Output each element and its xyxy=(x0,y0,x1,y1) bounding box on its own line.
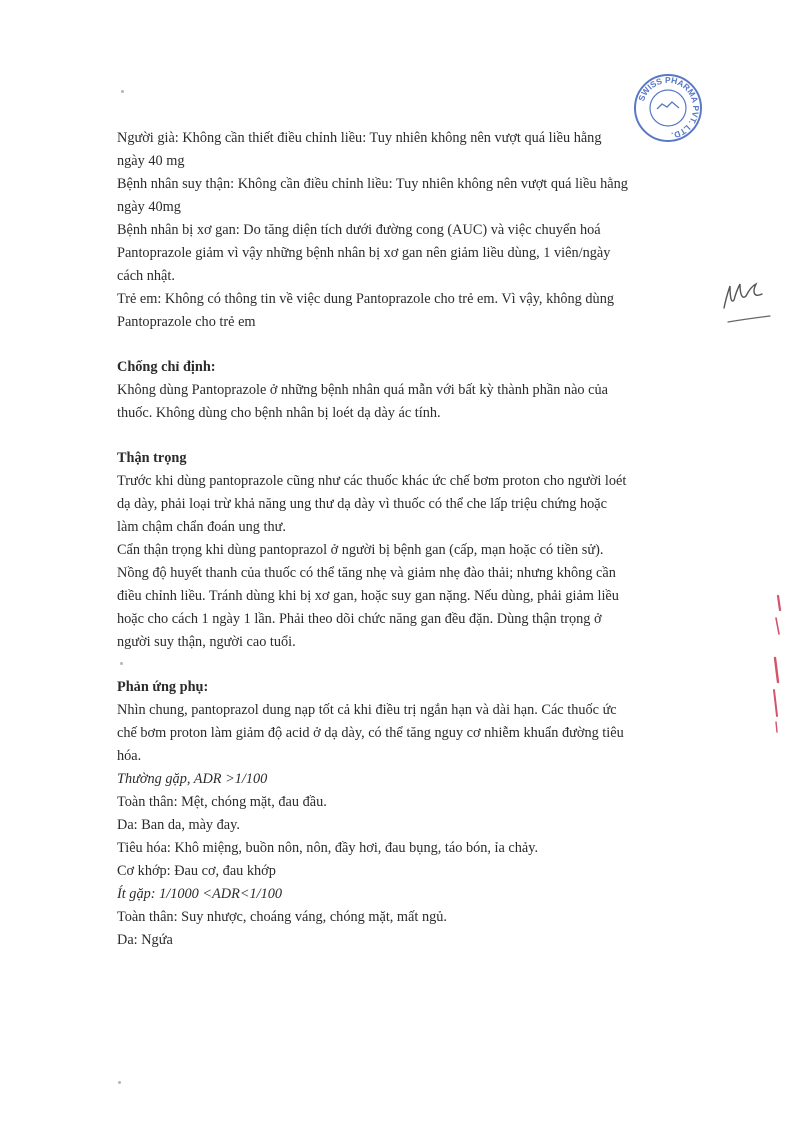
section-heading: Phản ứng phụ: xyxy=(117,679,209,695)
text-line: cách nhật. xyxy=(117,268,175,284)
scan-speck xyxy=(118,1081,121,1084)
stamp-text: SWISS PHARMA PVT. LTD. xyxy=(636,74,702,141)
precautions-section xyxy=(117,447,677,654)
text-line: Pantoprazole cho trẻ em xyxy=(117,314,256,330)
scan-speck xyxy=(121,90,124,93)
text-line: Tiêu hóa: Khô miệng, buồn nôn, nôn, đầy hơi, đau bụng, táo bón, ỉa chảy. xyxy=(117,840,539,856)
text-line: người suy thận, người cao tuổi. xyxy=(117,634,296,650)
subheading-common: Thường gặp, ADR >1/100 xyxy=(117,771,268,787)
text-line: chế bơm proton làm giảm độ acid ở dạ dày, có thể tăng nguy cơ nhiễm khuẩn đường tiêu xyxy=(117,725,624,741)
text-line: Nhìn chung, pantoprazol dung nạp tốt cả khi điều trị ngắn hạn và dài hạn. Các thuốc ức xyxy=(117,702,617,718)
text-line: Da: Ban da, mày đay. xyxy=(117,817,240,833)
document-body xyxy=(117,127,677,952)
text-line: thuốc. Không dùng cho bệnh nhân bị loét dạ dày ác tính. xyxy=(117,405,441,421)
text-line: Cơ khớp: Đau cơ, đau khớp xyxy=(117,863,276,879)
text-line: dạ dày, phải loại trừ khả năng ung thư dạ dày vì thuốc có thể che lấp triệu chứng hoặc xyxy=(117,496,607,512)
text-line: điều chỉnh liều. Tránh dùng khi bị xơ gan, hoặc suy gan nặng. Nếu dùng, phải giảm liều xyxy=(117,588,619,604)
side-effects-section xyxy=(117,676,677,952)
text-line: ngày 40mg xyxy=(117,199,181,215)
text-line: Người già: Không cần thiết điều chỉnh liều: Tuy nhiên không nên vượt quá liều hằng xyxy=(117,130,602,146)
text-line: Da: Ngứa xyxy=(117,932,173,948)
text-line: làm chậm chẩn đoán ung thư. xyxy=(117,519,286,535)
subheading-uncommon: Ít gặp: 1/1000 <ADR<1/100 xyxy=(117,886,283,902)
text-line: Toàn thân: Suy nhược, choáng váng, chóng mặt, mất ngủ. xyxy=(117,909,447,925)
text-line: Pantoprazole giảm vì vậy những bệnh nhân bị xơ gan nên giảm liều dùng, 1 viên/ngày xyxy=(117,245,611,261)
text-line: Trước khi dùng pantoprazole cũng như các thuốc khác ức chế bơm proton cho người loét xyxy=(117,473,627,489)
handwritten-signature xyxy=(718,270,782,330)
text-line: Không dùng Pantoprazole ở những bệnh nhân quá mẫn với bất kỳ thành phần nào của xyxy=(117,382,608,398)
edge-mark xyxy=(758,590,788,740)
text-line: Toàn thân: Mệt, chóng mặt, đau đầu. xyxy=(117,794,327,810)
text-line: Bệnh nhân suy thận: Không cần điều chỉnh liều: Tuy nhiên không nên vượt quá liều hằng xyxy=(117,176,628,192)
text-line: hóa. xyxy=(117,748,142,764)
text-line: hoặc cho cách 1 ngày 1 lần. Phải theo dõi chức năng gan đều đặn. Dùng thận trọng ở xyxy=(117,611,602,627)
text-line: Nồng độ huyết thanh của thuốc có thể tăng nhẹ và giảm nhẹ đào thải; nhưng không cần xyxy=(117,565,616,581)
dosage-section xyxy=(117,127,677,334)
text-line: Cẩn thận trọng khi dùng pantoprazol ở người bị bệnh gan (cấp, mạn hoặc có tiền sử). xyxy=(117,542,604,558)
text-line: Trẻ em: Không có thông tin về việc dung Pantoprazole cho trẻ em. Vì vậy, không dùng xyxy=(117,291,614,307)
section-heading: Chống chỉ định: xyxy=(117,359,216,375)
text-line: Bệnh nhân bị xơ gan: Do tăng diện tích dưới đường cong (AUC) và việc chuyển hoá xyxy=(117,222,601,238)
text-line: ngày 40 mg xyxy=(117,153,185,169)
contraindications-section xyxy=(117,356,677,425)
section-heading: Thận trọng xyxy=(117,450,187,466)
